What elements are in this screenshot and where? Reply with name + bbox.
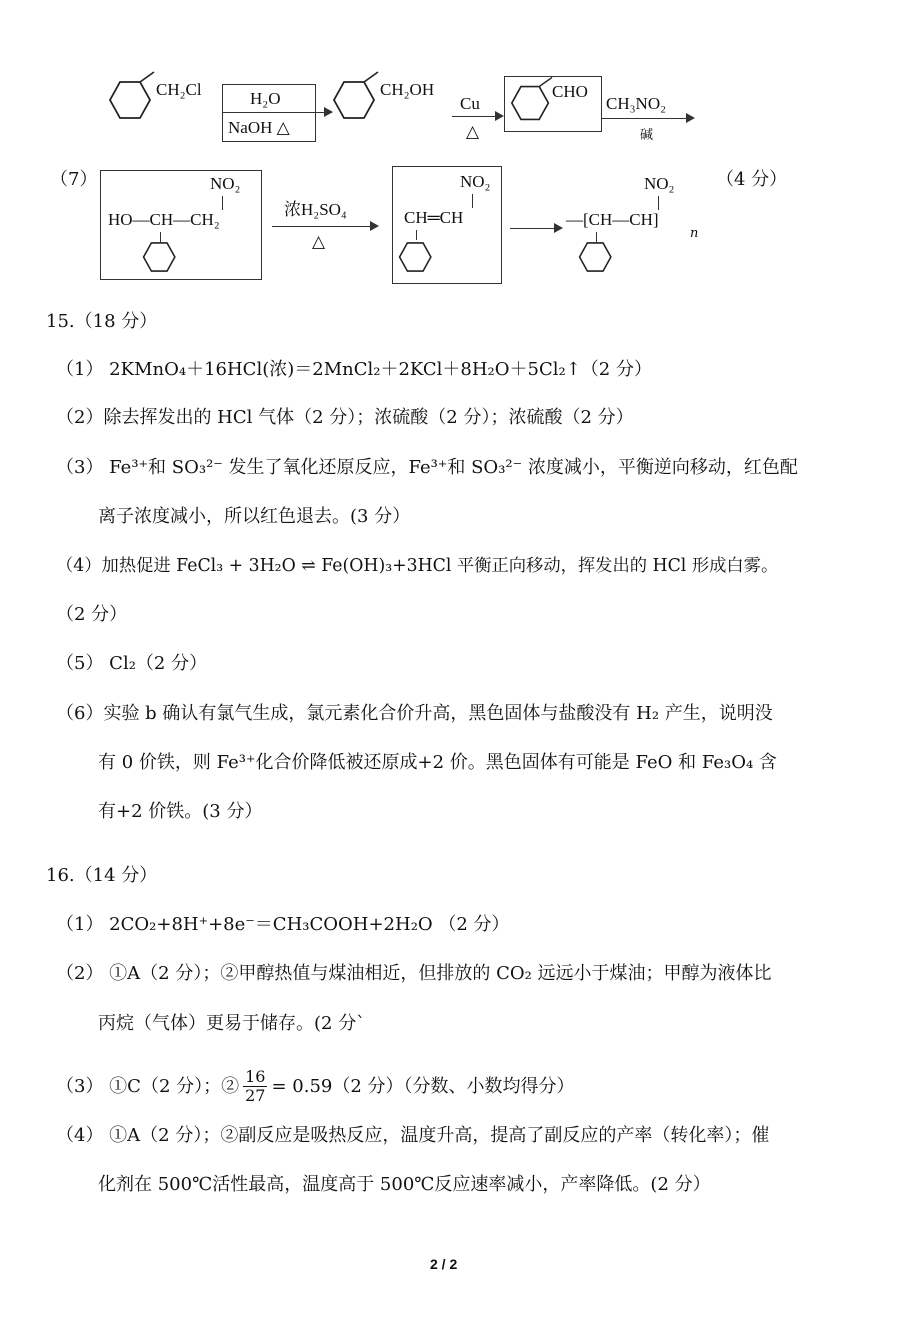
fraction: [243, 1068, 267, 1105]
q15-answer-6-line-1: （6）实验 b 确认有氯气生成，氯元素化合价升高，黑色固体与盐酸没有 H₂ 产生，说明没: [56, 703, 773, 724]
q16-header: 16.（14 分）: [46, 865, 158, 886]
reaction-arrow-1: [222, 112, 332, 113]
q16-answer-3-prefix: （3） ①C（2 分）；②: [56, 1075, 240, 1097]
q7-reagent-bottom: △: [312, 232, 326, 251]
q7-c-polymer: —[CH—CH]: [566, 210, 659, 229]
q7-label: （7）: [50, 169, 98, 190]
q16-answer-4-line-1: （4） ①A（2 分）；②副反应是吸热反应，温度升高，提高了副反应的产率（转化率）；催: [56, 1125, 770, 1146]
q15-answer-2: （2）除去挥发出的 HCl 气体（2 分）；浓硫酸（2 分）；浓硫酸（2 分）: [56, 407, 634, 428]
benzene-ring-icon: [510, 84, 552, 122]
fraction-numerator: 16: [245, 1067, 266, 1086]
benzene-ring-icon: [108, 80, 154, 120]
q16-answer-2-line-2: 丙烷（气体）更易于储存。(2 分`: [98, 1013, 366, 1034]
reagent-3-bottom: 碱: [640, 128, 654, 143]
reagent-1-top: H₂O: [250, 89, 281, 108]
substrate-3-group: CHO: [552, 82, 588, 101]
q16-answer-3: [56, 1068, 575, 1105]
reagent-3-top: CH₃NO₂: [606, 94, 667, 113]
q15-answer-6-line-2: 有 0 价铁，则 Fe³⁺化合价降低被还原成+2 价。黑色固体有可能是 FeO 和 Fe₃O₄ 含: [98, 752, 777, 773]
q7-arrow-2: [510, 228, 556, 229]
q16-answer-1: （1） 2CO₂+8H⁺+8e⁻＝CH₃COOH+2H₂O （2 分）: [56, 914, 510, 935]
q16-answer-4-line-2: 化剂在 500℃活性最高，温度高于 500℃反应速率减小，产率降低。(2 分）: [98, 1174, 711, 1195]
reagent-1-bottom: NaOH △: [228, 118, 290, 137]
q7-reagent-top: 浓H₂SO₄: [284, 200, 347, 219]
q15-header: 15.（18 分）: [46, 311, 158, 332]
q15-answer-5: （5） Cl₂（2 分）: [56, 653, 208, 674]
page-number: 2 / 2: [430, 1256, 458, 1272]
benzene-ring-icon: [398, 240, 434, 274]
q7-a-chain: HO—CH—CH₂: [108, 210, 220, 229]
q7-arrow-1: [272, 226, 372, 227]
benzene-ring-icon: [332, 80, 378, 120]
q15-answer-3-line-1: （3） Fe³⁺和 SO₃²⁻ 发生了氧化还原反应，Fe³⁺和 SO₃²⁻ 浓度减小，平衡逆向移动，红色配: [56, 457, 798, 478]
benzene-ring-icon: [578, 240, 614, 274]
substrate-2-group: CH₂OH: [380, 80, 435, 99]
fraction-denominator: 27: [245, 1086, 266, 1105]
q15-answer-4-line-1: （4）加热促进 FeCl₃ + 3H₂O ⇌ Fe(OH)₃+3HCl 平衡正向移动，挥发出的 HCl 形成白雾。: [56, 556, 779, 576]
q15-answer-3-line-2: 离子浓度减小，所以红色退去。(3 分）: [98, 506, 411, 527]
q16-answer-2-line-1: （2） ①A（2 分）；②甲醇热值与煤油相近，但排放的 CO₂ 远远小于煤油；甲醇为液体比: [56, 963, 772, 984]
q15-answer-6-line-3: 有+2 价铁。(3 分）: [98, 801, 263, 822]
q15-answer-4-line-2: （2 分）: [56, 604, 128, 625]
reagent-2-bottom: △: [466, 122, 480, 141]
q15-answer-1: （1） 2KMnO₄＋16HCl(浓)＝2MnCl₂＋2KCl＋8H₂O＋5Cl₂↑（2 分）: [56, 359, 652, 380]
reaction-arrow-3: [602, 118, 688, 119]
substrate-1-group: CH₂Cl: [156, 80, 202, 99]
q7-b-chain: CH═CH: [404, 208, 464, 227]
benzene-ring-icon: [142, 240, 178, 274]
q7-b-no2: NO₂: [460, 172, 491, 191]
q7-score: （4 分）: [716, 169, 788, 190]
reaction-arrow-2: [452, 116, 498, 117]
q16-answer-3-suffix: = 0.59（2 分）（分数、小数均得分）: [271, 1075, 575, 1097]
q7-a-no2: NO₂: [210, 174, 241, 193]
reagent-2-top: Cu: [460, 94, 480, 113]
q7-c-no2: NO₂: [644, 174, 675, 193]
q7-c-n: n: [690, 226, 699, 241]
